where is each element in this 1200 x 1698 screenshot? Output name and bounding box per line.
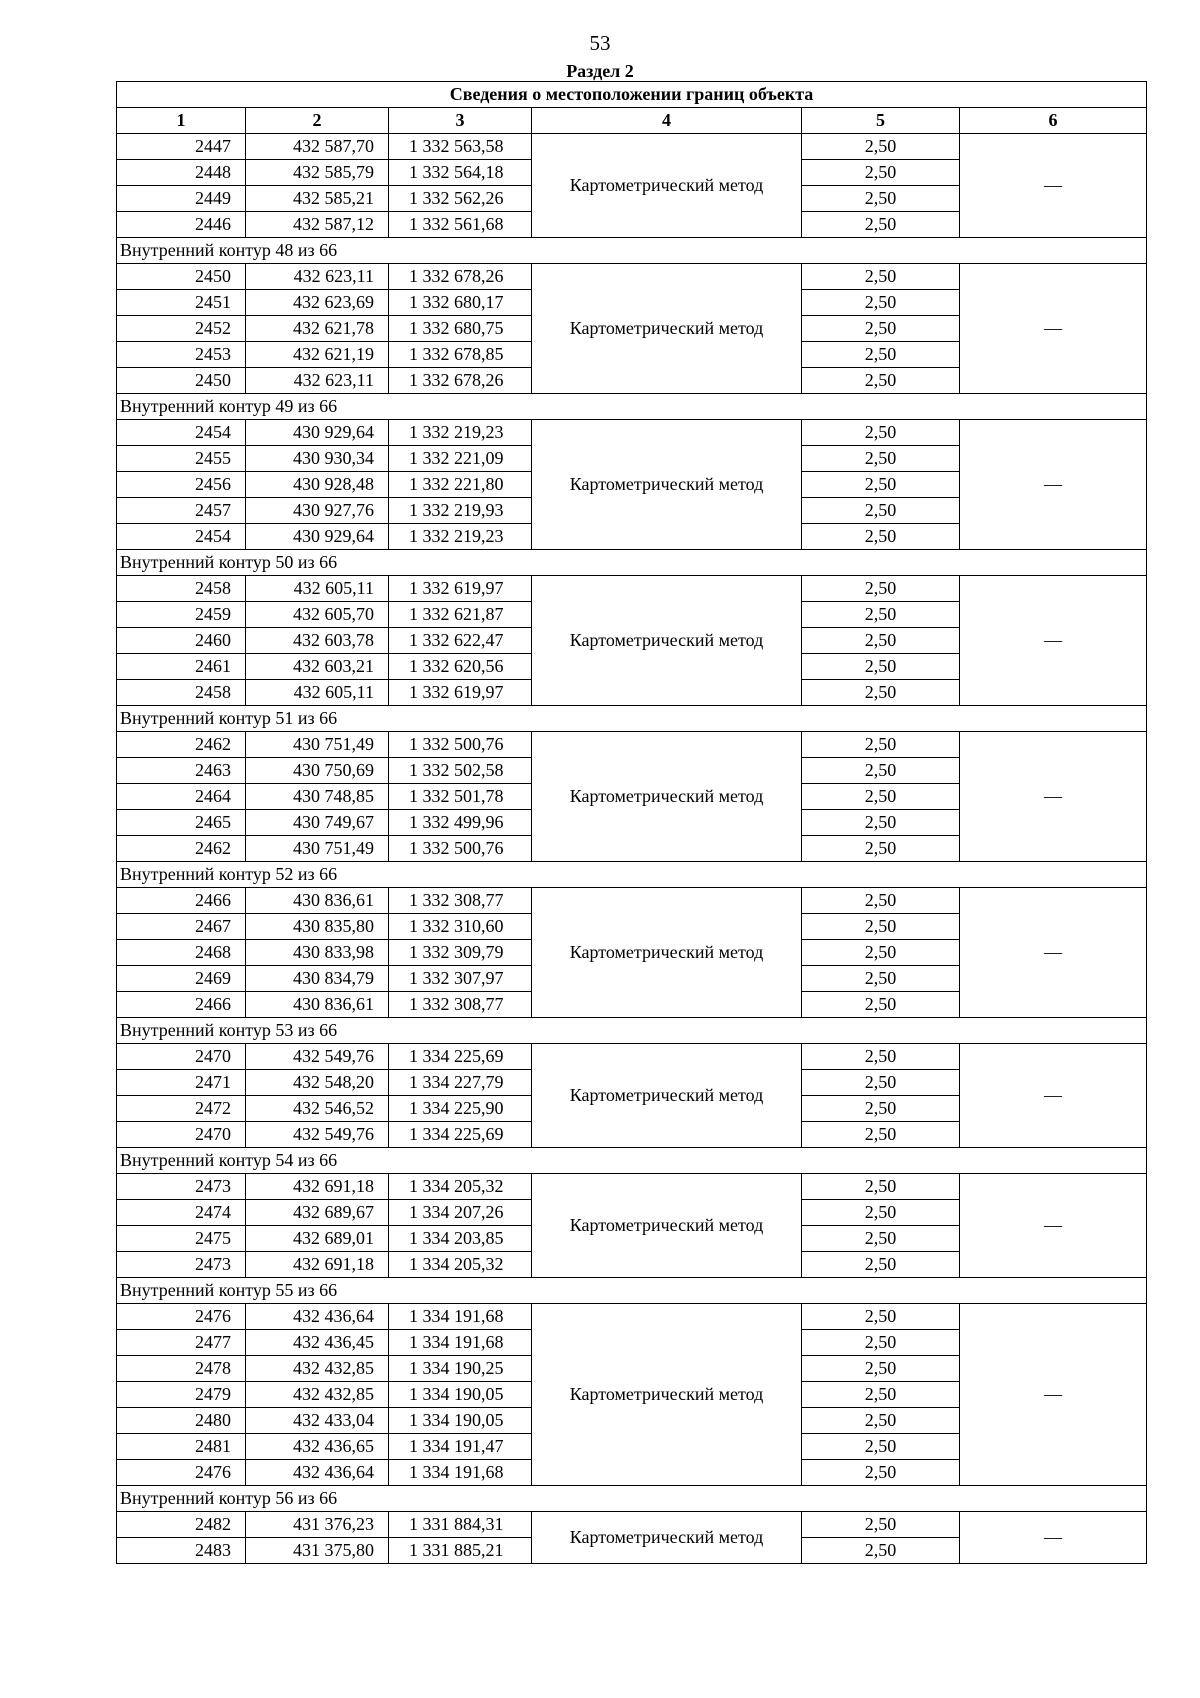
point-number-cell: 2450 <box>117 368 246 394</box>
accuracy-cell: 2,50 <box>802 1070 960 1096</box>
accuracy-cell: 2,50 <box>802 784 960 810</box>
coordinate-x-cell: 432 436,45 <box>246 1330 389 1356</box>
description-cell: — <box>960 1044 1147 1148</box>
table-row <box>117 732 1147 758</box>
column-header: 5 <box>802 108 960 134</box>
point-number-cell: 2454 <box>117 524 246 550</box>
accuracy-cell: 2,50 <box>802 368 960 394</box>
column-header: 3 <box>389 108 532 134</box>
accuracy-cell: 2,50 <box>802 472 960 498</box>
coordinate-x-cell: 432 549,76 <box>246 1122 389 1148</box>
point-number-cell: 2462 <box>117 732 246 758</box>
point-number-cell: 2464 <box>117 784 246 810</box>
accuracy-cell: 2,50 <box>802 1460 960 1486</box>
coordinate-x-cell: 432 546,52 <box>246 1096 389 1122</box>
accuracy-cell: 2,50 <box>802 1096 960 1122</box>
point-number-cell: 2459 <box>117 602 246 628</box>
coordinate-y-cell: 1 334 191,68 <box>389 1330 532 1356</box>
contour-label: Внутренний контур 50 из 66 <box>117 550 1147 576</box>
point-number-cell: 2479 <box>117 1382 246 1408</box>
accuracy-cell: 2,50 <box>802 316 960 342</box>
accuracy-cell: 2,50 <box>802 1044 960 1070</box>
method-cell: Картометрический метод <box>532 1174 802 1278</box>
method-cell: Картометрический метод <box>532 576 802 706</box>
coordinate-x-cell: 430 748,85 <box>246 784 389 810</box>
coordinate-y-cell: 1 334 191,47 <box>389 1434 532 1460</box>
coordinate-y-cell: 1 332 308,77 <box>389 888 532 914</box>
point-number-cell: 2476 <box>117 1460 246 1486</box>
coordinate-y-cell: 1 332 678,26 <box>389 368 532 394</box>
point-number-cell: 2458 <box>117 680 246 706</box>
coordinate-x-cell: 430 751,49 <box>246 732 389 758</box>
coordinate-x-cell: 432 587,12 <box>246 212 389 238</box>
accuracy-cell: 2,50 <box>802 1382 960 1408</box>
coordinate-x-cell: 430 927,76 <box>246 498 389 524</box>
column-header: 1 <box>117 108 246 134</box>
coordinate-y-cell: 1 332 219,23 <box>389 524 532 550</box>
coordinate-y-cell: 1 332 678,85 <box>389 342 532 368</box>
coordinate-x-cell: 430 929,64 <box>246 524 389 550</box>
accuracy-cell: 2,50 <box>802 134 960 160</box>
accuracy-cell: 2,50 <box>802 602 960 628</box>
point-number-cell: 2471 <box>117 1070 246 1096</box>
accuracy-cell: 2,50 <box>802 446 960 472</box>
coordinate-y-cell: 1 334 205,32 <box>389 1174 532 1200</box>
table-row <box>117 1174 1147 1200</box>
coordinate-x-cell: 432 436,64 <box>246 1460 389 1486</box>
coordinate-y-cell: 1 334 203,85 <box>389 1226 532 1252</box>
table-row <box>117 1512 1147 1538</box>
point-number-cell: 2473 <box>117 1252 246 1278</box>
coordinate-y-cell: 1 334 225,69 <box>389 1044 532 1070</box>
point-number-cell: 2457 <box>117 498 246 524</box>
coordinate-x-cell: 430 834,79 <box>246 966 389 992</box>
coordinate-y-cell: 1 332 564,18 <box>389 160 532 186</box>
point-number-cell: 2470 <box>117 1044 246 1070</box>
coordinate-x-cell: 430 751,49 <box>246 836 389 862</box>
point-number-cell: 2483 <box>117 1538 246 1564</box>
coordinate-y-cell: 1 332 308,77 <box>389 992 532 1018</box>
contour-label: Внутренний контур 53 из 66 <box>117 1018 1147 1044</box>
point-number-cell: 2454 <box>117 420 246 446</box>
coordinate-x-cell: 430 930,34 <box>246 446 389 472</box>
coordinate-y-cell: 1 332 619,97 <box>389 680 532 706</box>
column-header: 2 <box>246 108 389 134</box>
coordinate-y-cell: 1 331 885,21 <box>389 1538 532 1564</box>
coordinate-x-cell: 432 691,18 <box>246 1252 389 1278</box>
coordinate-x-cell: 432 432,85 <box>246 1356 389 1382</box>
accuracy-cell: 2,50 <box>802 1434 960 1460</box>
contour-row <box>117 1018 1147 1044</box>
accuracy-cell: 2,50 <box>802 264 960 290</box>
coordinate-y-cell: 1 332 680,75 <box>389 316 532 342</box>
contour-label: Внутренний контур 49 из 66 <box>117 394 1147 420</box>
coordinate-x-cell: 432 621,19 <box>246 342 389 368</box>
accuracy-cell: 2,50 <box>802 290 960 316</box>
accuracy-cell: 2,50 <box>802 576 960 602</box>
coordinate-y-cell: 1 332 221,80 <box>389 472 532 498</box>
point-number-cell: 2449 <box>117 186 246 212</box>
accuracy-cell: 2,50 <box>802 758 960 784</box>
coordinate-y-cell: 1 334 190,05 <box>389 1382 532 1408</box>
coordinate-y-cell: 1 332 221,09 <box>389 446 532 472</box>
accuracy-cell: 2,50 <box>802 1252 960 1278</box>
description-cell: — <box>960 888 1147 1018</box>
contour-row <box>117 394 1147 420</box>
table-row <box>117 1304 1147 1330</box>
coordinate-y-cell: 1 332 501,78 <box>389 784 532 810</box>
coordinate-y-cell: 1 334 191,68 <box>389 1460 532 1486</box>
coordinate-y-cell: 1 334 207,26 <box>389 1200 532 1226</box>
point-number-cell: 2472 <box>117 1096 246 1122</box>
coordinate-y-cell: 1 334 191,68 <box>389 1304 532 1330</box>
point-number-cell: 2470 <box>117 1122 246 1148</box>
coordinate-x-cell: 430 836,61 <box>246 992 389 1018</box>
point-number-cell: 2482 <box>117 1512 246 1538</box>
coordinate-y-cell: 1 332 310,60 <box>389 914 532 940</box>
point-number-cell: 2463 <box>117 758 246 784</box>
coordinate-y-cell: 1 332 219,93 <box>389 498 532 524</box>
accuracy-cell: 2,50 <box>802 1512 960 1538</box>
coordinate-x-cell: 430 928,48 <box>246 472 389 498</box>
accuracy-cell: 2,50 <box>802 1226 960 1252</box>
point-number-cell: 2473 <box>117 1174 246 1200</box>
accuracy-cell: 2,50 <box>802 1538 960 1564</box>
point-number-cell: 2468 <box>117 940 246 966</box>
coordinate-x-cell: 432 587,70 <box>246 134 389 160</box>
coordinate-x-cell: 431 376,23 <box>246 1512 389 1538</box>
accuracy-cell: 2,50 <box>802 160 960 186</box>
coordinate-x-cell: 432 436,65 <box>246 1434 389 1460</box>
contour-label: Внутренний контур 51 из 66 <box>117 706 1147 732</box>
description-cell: — <box>960 420 1147 550</box>
coordinate-y-cell: 1 332 562,26 <box>389 186 532 212</box>
page-number: 53 <box>589 31 611 55</box>
point-number-cell: 2455 <box>117 446 246 472</box>
section-title: Раздел 2 <box>566 61 634 81</box>
coordinate-x-cell: 432 623,69 <box>246 290 389 316</box>
accuracy-cell: 2,50 <box>802 1304 960 1330</box>
description-cell: — <box>960 1174 1147 1278</box>
description-cell: — <box>960 1512 1147 1564</box>
point-number-cell: 2453 <box>117 342 246 368</box>
coordinate-y-cell: 1 334 205,32 <box>389 1252 532 1278</box>
coordinate-x-cell: 432 433,04 <box>246 1408 389 1434</box>
accuracy-cell: 2,50 <box>802 654 960 680</box>
contour-row <box>117 1278 1147 1304</box>
coordinate-x-cell: 430 833,98 <box>246 940 389 966</box>
accuracy-cell: 2,50 <box>802 628 960 654</box>
point-number-cell: 2448 <box>117 160 246 186</box>
coordinate-y-cell: 1 332 680,17 <box>389 290 532 316</box>
coordinate-x-cell: 432 691,18 <box>246 1174 389 1200</box>
coordinate-y-cell: 1 332 309,79 <box>389 940 532 966</box>
accuracy-cell: 2,50 <box>802 342 960 368</box>
coordinate-y-cell: 1 332 619,97 <box>389 576 532 602</box>
point-number-cell: 2475 <box>117 1226 246 1252</box>
coordinate-x-cell: 432 603,78 <box>246 628 389 654</box>
coordinate-y-cell: 1 334 225,90 <box>389 1096 532 1122</box>
coordinate-y-cell: 1 332 620,56 <box>389 654 532 680</box>
coordinate-y-cell: 1 332 622,47 <box>389 628 532 654</box>
accuracy-cell: 2,50 <box>802 680 960 706</box>
point-number-cell: 2465 <box>117 810 246 836</box>
coordinate-x-cell: 432 623,11 <box>246 264 389 290</box>
coordinate-y-cell: 1 334 190,05 <box>389 1408 532 1434</box>
contour-row <box>117 862 1147 888</box>
coordinate-x-cell: 430 749,67 <box>246 810 389 836</box>
accuracy-cell: 2,50 <box>802 1174 960 1200</box>
coordinate-x-cell: 432 605,11 <box>246 576 389 602</box>
accuracy-cell: 2,50 <box>802 966 960 992</box>
point-number-cell: 2456 <box>117 472 246 498</box>
method-cell: Картометрический метод <box>532 420 802 550</box>
accuracy-cell: 2,50 <box>802 1200 960 1226</box>
description-cell: — <box>960 264 1147 394</box>
contour-row <box>117 238 1147 264</box>
coordinate-y-cell: 1 332 561,68 <box>389 212 532 238</box>
accuracy-cell: 2,50 <box>802 914 960 940</box>
method-cell: Картометрический метод <box>532 134 802 238</box>
table-row <box>117 134 1147 160</box>
coordinate-x-cell: 431 375,80 <box>246 1538 389 1564</box>
accuracy-cell: 2,50 <box>802 1356 960 1382</box>
coordinate-y-cell: 1 334 225,69 <box>389 1122 532 1148</box>
contour-row <box>117 1148 1147 1174</box>
accuracy-cell: 2,50 <box>802 1330 960 1356</box>
accuracy-cell: 2,50 <box>802 836 960 862</box>
column-header: 4 <box>532 108 802 134</box>
point-number-cell: 2467 <box>117 914 246 940</box>
contour-label: Внутренний контур 56 из 66 <box>117 1486 1147 1512</box>
accuracy-cell: 2,50 <box>802 524 960 550</box>
coordinate-x-cell: 432 432,85 <box>246 1382 389 1408</box>
method-cell: Картометрический метод <box>532 1512 802 1564</box>
point-number-cell: 2476 <box>117 1304 246 1330</box>
coordinate-x-cell: 432 689,67 <box>246 1200 389 1226</box>
point-number-cell: 2451 <box>117 290 246 316</box>
coordinate-x-cell: 432 621,78 <box>246 316 389 342</box>
point-number-cell: 2446 <box>117 212 246 238</box>
coordinate-x-cell: 430 750,69 <box>246 758 389 784</box>
coordinate-y-cell: 1 332 500,76 <box>389 836 532 862</box>
contour-label: Внутренний контур 52 из 66 <box>117 862 1147 888</box>
coordinate-y-cell: 1 332 499,96 <box>389 810 532 836</box>
accuracy-cell: 2,50 <box>802 212 960 238</box>
description-cell: — <box>960 1304 1147 1486</box>
coordinate-x-cell: 432 623,11 <box>246 368 389 394</box>
method-cell: Картометрический метод <box>532 1304 802 1486</box>
boundary-table <box>116 81 1147 1564</box>
method-cell: Картометрический метод <box>532 1044 802 1148</box>
column-header: 6 <box>960 108 1147 134</box>
coordinate-x-cell: 432 605,11 <box>246 680 389 706</box>
point-number-cell: 2452 <box>117 316 246 342</box>
accuracy-cell: 2,50 <box>802 186 960 212</box>
coordinate-x-cell: 432 585,79 <box>246 160 389 186</box>
column-header-row <box>117 108 1147 134</box>
coordinate-x-cell: 432 689,01 <box>246 1226 389 1252</box>
point-number-cell: 2461 <box>117 654 246 680</box>
method-cell: Картометрический метод <box>532 888 802 1018</box>
coordinate-y-cell: 1 331 884,31 <box>389 1512 532 1538</box>
table-body <box>117 134 1147 1564</box>
table-row <box>117 264 1147 290</box>
contour-label: Внутренний контур 54 из 66 <box>117 1148 1147 1174</box>
point-number-cell: 2466 <box>117 992 246 1018</box>
point-number-cell: 2450 <box>117 264 246 290</box>
table-row <box>117 576 1147 602</box>
contour-label: Внутренний контур 48 из 66 <box>117 238 1147 264</box>
coordinate-x-cell: 432 585,21 <box>246 186 389 212</box>
coordinate-x-cell: 430 929,64 <box>246 420 389 446</box>
accuracy-cell: 2,50 <box>802 420 960 446</box>
coordinate-x-cell: 432 603,21 <box>246 654 389 680</box>
point-number-cell: 2477 <box>117 1330 246 1356</box>
point-number-cell: 2466 <box>117 888 246 914</box>
table-row <box>117 888 1147 914</box>
point-number-cell: 2480 <box>117 1408 246 1434</box>
point-number-cell: 2474 <box>117 1200 246 1226</box>
coordinate-y-cell: 1 332 502,58 <box>389 758 532 784</box>
accuracy-cell: 2,50 <box>802 888 960 914</box>
table-caption: Сведения о местоположении границ объекта <box>117 82 1147 108</box>
accuracy-cell: 2,50 <box>802 992 960 1018</box>
coordinate-y-cell: 1 334 227,79 <box>389 1070 532 1096</box>
method-cell: Картометрический метод <box>532 732 802 862</box>
point-number-cell: 2460 <box>117 628 246 654</box>
point-number-cell: 2447 <box>117 134 246 160</box>
table-row <box>117 420 1147 446</box>
description-cell: — <box>960 134 1147 238</box>
point-number-cell: 2481 <box>117 1434 246 1460</box>
table-row <box>117 1044 1147 1070</box>
coordinate-x-cell: 432 548,20 <box>246 1070 389 1096</box>
accuracy-cell: 2,50 <box>802 732 960 758</box>
contour-row <box>117 706 1147 732</box>
coordinate-x-cell: 432 549,76 <box>246 1044 389 1070</box>
coordinate-x-cell: 432 436,64 <box>246 1304 389 1330</box>
point-number-cell: 2478 <box>117 1356 246 1382</box>
coordinate-x-cell: 432 605,70 <box>246 602 389 628</box>
contour-row <box>117 550 1147 576</box>
accuracy-cell: 2,50 <box>802 1122 960 1148</box>
coordinate-x-cell: 430 835,80 <box>246 914 389 940</box>
coordinate-y-cell: 1 332 563,58 <box>389 134 532 160</box>
point-number-cell: 2462 <box>117 836 246 862</box>
coordinate-y-cell: 1 332 307,97 <box>389 966 532 992</box>
accuracy-cell: 2,50 <box>802 810 960 836</box>
description-cell: — <box>960 732 1147 862</box>
coordinate-y-cell: 1 332 678,26 <box>389 264 532 290</box>
coordinate-y-cell: 1 332 219,23 <box>389 420 532 446</box>
accuracy-cell: 2,50 <box>802 1408 960 1434</box>
coordinate-x-cell: 430 836,61 <box>246 888 389 914</box>
coordinate-y-cell: 1 332 500,76 <box>389 732 532 758</box>
coordinate-y-cell: 1 332 621,87 <box>389 602 532 628</box>
point-number-cell: 2469 <box>117 966 246 992</box>
contour-label: Внутренний контур 55 из 66 <box>117 1278 1147 1304</box>
description-cell: — <box>960 576 1147 706</box>
coordinate-y-cell: 1 334 190,25 <box>389 1356 532 1382</box>
accuracy-cell: 2,50 <box>802 940 960 966</box>
contour-row <box>117 1486 1147 1512</box>
point-number-cell: 2458 <box>117 576 246 602</box>
method-cell: Картометрический метод <box>532 264 802 394</box>
accuracy-cell: 2,50 <box>802 498 960 524</box>
